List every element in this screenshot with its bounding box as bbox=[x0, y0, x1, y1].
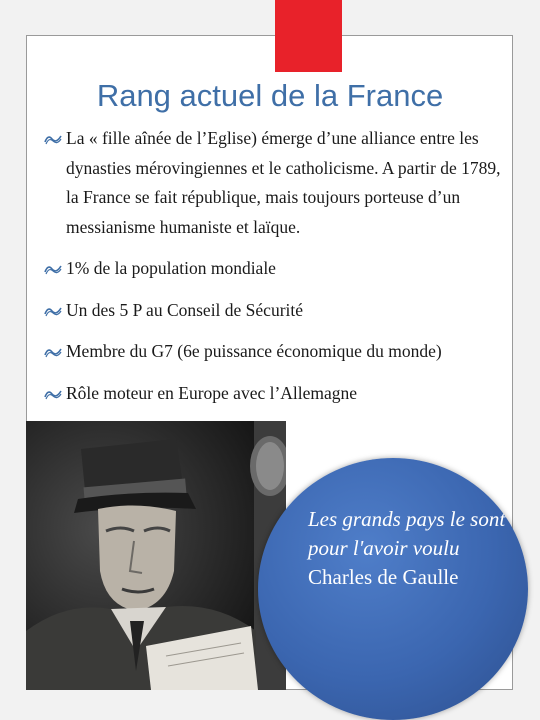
wavy-bullet-icon bbox=[44, 304, 62, 318]
bullet-item bbox=[44, 124, 514, 242]
red-accent-tab bbox=[275, 0, 342, 72]
bullet-item bbox=[44, 254, 514, 284]
wavy-bullet-icon bbox=[44, 262, 62, 276]
wavy-bullet-icon bbox=[44, 387, 62, 401]
bullet-text: 1% de la population mondiale bbox=[66, 258, 276, 278]
bullet-item bbox=[44, 337, 514, 367]
wavy-bullet-icon bbox=[44, 345, 62, 359]
photo-illustration bbox=[26, 421, 286, 690]
wavy-bullet-icon bbox=[44, 132, 62, 146]
bullet-text: Un des 5 P au Conseil de Sécurité bbox=[66, 299, 304, 320]
quote-block bbox=[308, 505, 508, 592]
bullet-item bbox=[44, 296, 514, 326]
quote-text: Les grands pays le sont pour l'avoir voulu bbox=[308, 507, 506, 560]
de-gaulle-photo bbox=[26, 421, 286, 690]
bullet-item bbox=[44, 379, 514, 409]
quote-author: Charles de Gaulle bbox=[308, 565, 459, 589]
bullet-text: Membre du G7 (6e puissance économique du monde) bbox=[66, 341, 442, 361]
bullet-text: Rôle moteur en Europe avec l’Allemagne bbox=[66, 382, 358, 403]
bullet-list bbox=[44, 124, 514, 462]
slide-title: Rang actuel de la France bbox=[96, 78, 444, 113]
bullet-text: La « fille aînée de l’Eglise) émerge d’une alliance entre les dynasties mérovingiennes et le catholicisme. A partir de 1789, la France se fait république, mais toujours porteuse d’un messianisme humaniste et laïque. bbox=[66, 128, 501, 237]
